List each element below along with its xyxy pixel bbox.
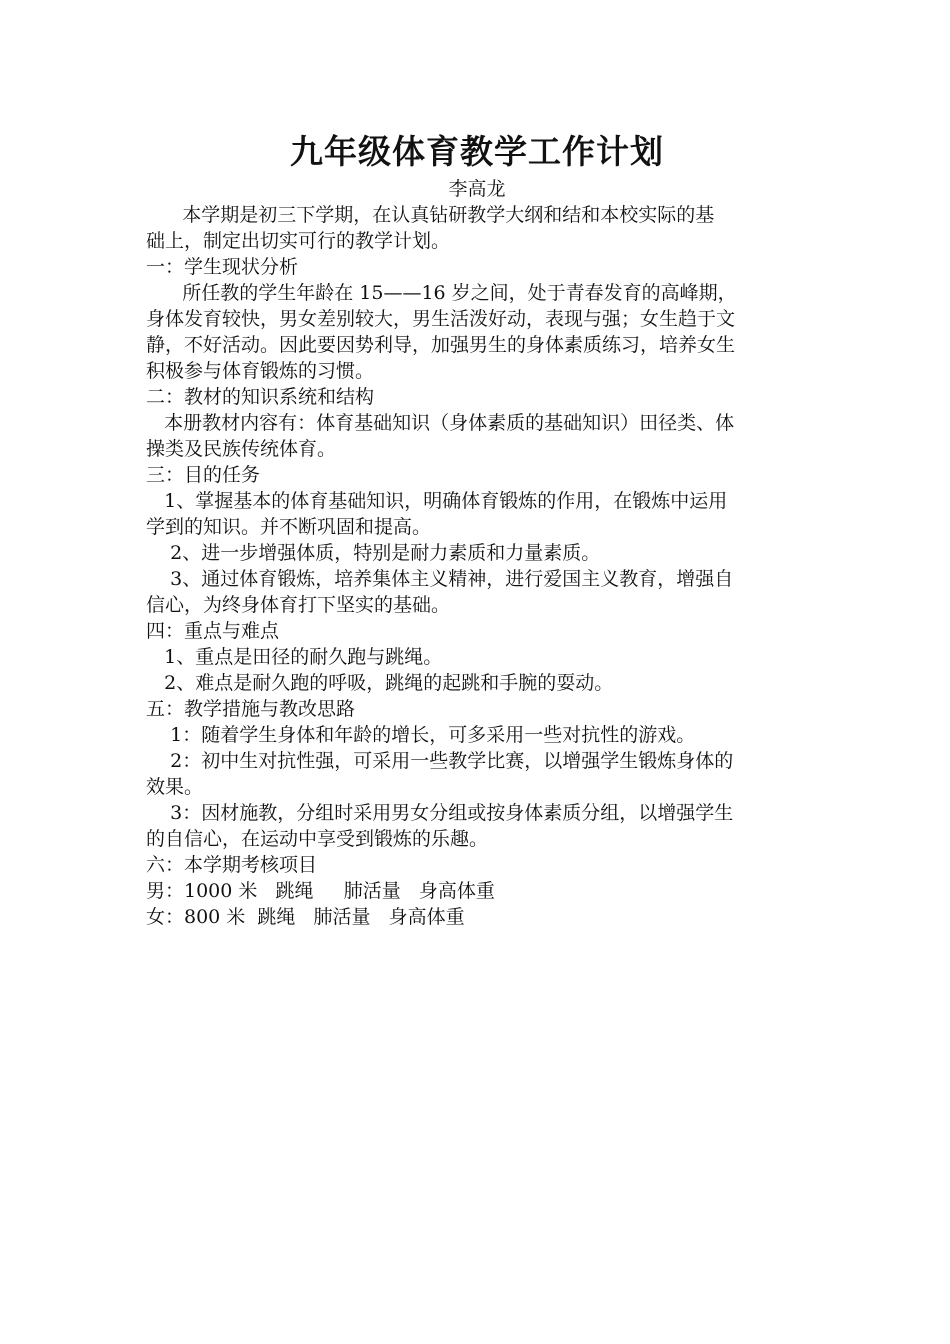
intro-line-2: 础上，制定出切实可行的教学计划。: [146, 230, 451, 252]
section-5-line-5: 的自信心，在运动中享受到锻炼的乐趣。: [146, 828, 489, 850]
section-5-line-3: 效果。: [146, 776, 204, 798]
section-4-line-1: 1、重点是田径的耐久跑与跳绳。: [146, 646, 443, 668]
assessment-male: 男：1000 米 跳绳 肺活量 身高体重: [146, 880, 495, 902]
document-author: 李高龙: [448, 178, 506, 200]
section-2-line-1: 本册教材内容有：体育基础知识（身体素质的基础知识）田径类、体: [146, 412, 735, 434]
section-1-line-2: 身体发育较快，男女差别较大，男生活泼好动，表现与强；女生趋于文: [146, 308, 736, 330]
section-1-line-4: 积极参与体育锻炼的习惯。: [146, 360, 375, 382]
section-heading-6: 六：本学期考核项目: [146, 854, 318, 876]
section-1-line-3: 静，不好活动。因此要因势利导，加强男生的身体素质练习，培养女生: [146, 334, 736, 356]
section-3-line-2: 学到的知识。并不断巩固和提高。: [146, 516, 432, 538]
section-4-line-2: 2、难点是耐久跑的呼吸，跳绳的起跳和手腕的耍动。: [146, 672, 614, 694]
section-5-line-1: 1：随着学生身体和年龄的增长，可多采用一些对抗性的游戏。: [146, 724, 696, 746]
section-2-line-2: 操类及民族传统体育。: [146, 438, 337, 460]
section-5-line-4: 3：因材施教，分组时采用男女分组或按身体素质分组，以增强学生: [146, 802, 734, 824]
document-body: [146, 202, 808, 930]
section-3-line-3: 2、进一步增强体质，特别是耐力素质和力量素质。: [146, 542, 601, 564]
section-1-line-1: 所任教的学生年龄在 15——16 岁之间，处于青春发育的高峰期，: [146, 282, 737, 304]
section-heading-2: 二：教材的知识系统和结构: [146, 386, 375, 408]
section-3-line-4: 3、通过体育锻炼，培养集体主义精神，进行爱国主义教育，增强自: [146, 568, 734, 590]
section-heading-1: 一：学生现状分析: [146, 256, 299, 278]
section-heading-4: 四：重点与难点: [146, 620, 280, 642]
section-3-line-1: 1、掌握基本的体育基础知识，明确体育锻炼的作用，在锻炼中运用: [146, 490, 728, 512]
document-title: 九年级体育教学工作计划: [290, 132, 664, 171]
section-heading-3: 三：目的任务: [146, 464, 261, 486]
document-page: [146, 128, 808, 930]
intro-line-1: 本学期是初三下学期，在认真钻研教学大纲和结和本校实际的基: [146, 204, 715, 226]
section-3-line-5: 信心，为终身体育打下坚实的基础。: [146, 594, 451, 616]
section-heading-5: 五：教学措施与教改思路: [146, 698, 356, 720]
section-5-line-2: 2：初中生对抗性强，可采用一些教学比赛，以增强学生锻炼身体的: [146, 750, 734, 772]
assessment-female: 女：800 米 跳绳 肺活量 身高体重: [146, 906, 465, 928]
